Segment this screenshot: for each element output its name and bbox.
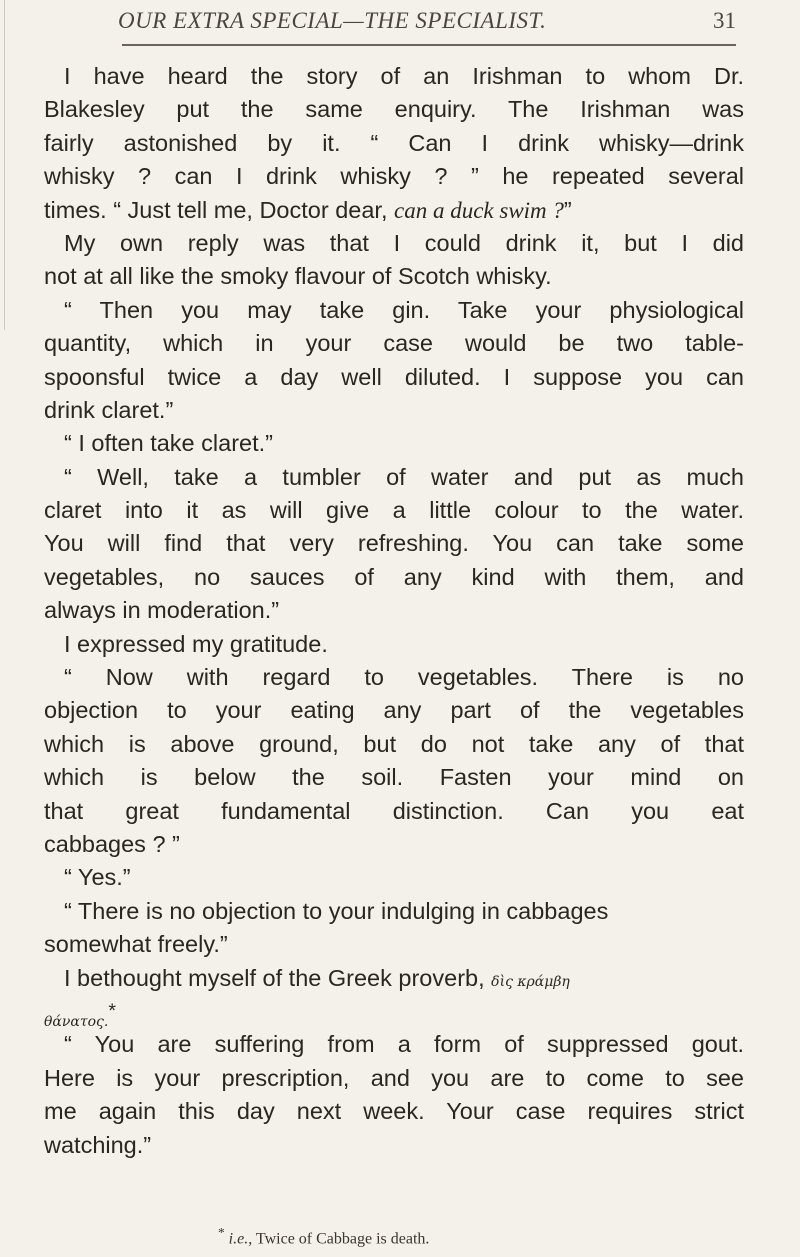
text-line bbox=[44, 194, 744, 227]
text-line bbox=[44, 962, 744, 995]
text-line: I have heard the story of an Irishman to whom Dr. bbox=[64, 63, 744, 89]
text-line: watching.” bbox=[44, 1131, 152, 1158]
text-line: spoonsful twice a day well diluted. I suppose you can bbox=[44, 363, 744, 390]
text-line: that great fundamental distinction. Can you eat bbox=[44, 797, 744, 824]
text-line: Here is your prescription, and you are to come to see bbox=[44, 1064, 744, 1091]
text-line: “ Then you may take gin. Take your physiological bbox=[64, 296, 744, 323]
text-segment: times. “ Just tell me, Doctor dear, bbox=[44, 196, 394, 223]
footnote-abbr: i.e. bbox=[228, 1230, 249, 1248]
footnote-mark: * bbox=[218, 1225, 225, 1240]
text-line: which is below the soil. Fasten your mind on bbox=[44, 764, 744, 791]
text-segment: I bethought myself of the Greek proverb, bbox=[64, 964, 492, 991]
running-header bbox=[40, 6, 736, 40]
text-line: somewhat freely.” bbox=[44, 931, 228, 958]
text-line: me again this day next week. Your case requires strict bbox=[44, 1098, 744, 1125]
text-line: quantity, which in your case would be two table- bbox=[44, 330, 744, 357]
header-rule bbox=[122, 44, 736, 46]
text-line: “ Well, take a tumbler of water and put as much bbox=[64, 463, 744, 490]
footnote-text: , Twice of Cabbage is death. bbox=[248, 1230, 430, 1248]
running-title: OUR EXTRA SPECIAL—THE SPECIALIST. bbox=[118, 8, 547, 33]
text-line: “ There is no objection to your indulging in cabbages bbox=[64, 897, 609, 924]
text-line: Blakesley put the same enquiry. The Irishman was bbox=[44, 96, 744, 123]
text-line: “ I often take claret.” bbox=[64, 430, 273, 457]
text-line: not at all like the smoky flavour of Scotch whisky. bbox=[44, 263, 552, 290]
text-line: I expressed my gratitude. bbox=[64, 630, 328, 657]
text-line: which is above ground, but do not take any of that bbox=[44, 730, 744, 757]
footnote bbox=[218, 1225, 429, 1248]
text-line: always in moderation.” bbox=[44, 597, 280, 624]
text-line: vegetables, no sauces of any kind with them, and bbox=[44, 563, 744, 590]
text-line: “ Yes.” bbox=[64, 864, 131, 891]
text-line: My own reply was that I could drink it, but I did bbox=[64, 229, 744, 256]
greek-proverb-end: θάνατος. bbox=[44, 1013, 109, 1030]
text-line: You will find that very refreshing. You can take some bbox=[44, 530, 744, 557]
italic-phrase: can a duck swim ? bbox=[394, 197, 564, 223]
text-line: “ Now with regard to vegetables. There is no bbox=[64, 664, 744, 691]
text-line: cabbages ? ” bbox=[44, 830, 180, 857]
footnote-marker: * bbox=[108, 999, 116, 1022]
closing-quote: ” bbox=[563, 196, 572, 223]
text-line: objection to your eating any part of the vegetables bbox=[44, 697, 744, 724]
text-line: fairly astonished by it. “ Can I drink whisky—drink bbox=[44, 129, 744, 156]
greek-proverb: δὶς κράμβη bbox=[491, 973, 570, 990]
page-edge-line bbox=[4, 0, 5, 330]
page-number: 31 bbox=[713, 8, 736, 33]
body-text bbox=[44, 60, 744, 1162]
text-line: claret into it as will give a little colour to the water. bbox=[44, 497, 744, 524]
text-line bbox=[44, 995, 744, 1028]
text-line: whisky ? can I drink whisky ? ” he repeated several bbox=[44, 163, 744, 190]
text-line: drink claret.” bbox=[44, 396, 174, 423]
text-line: “ You are suffering from a form of suppressed gout. bbox=[64, 1031, 744, 1058]
